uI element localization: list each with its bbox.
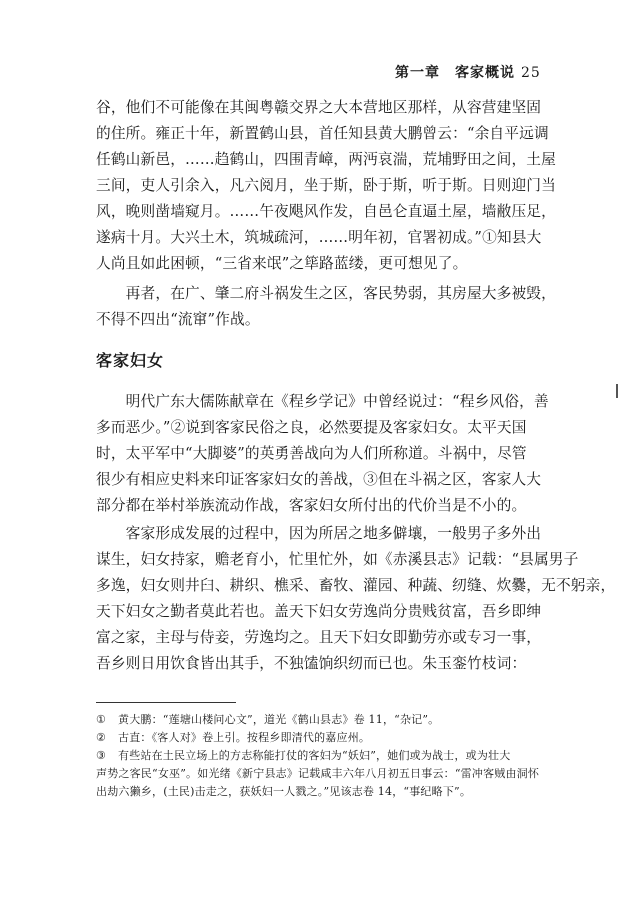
body-line: 谷，他们不可能像在其闽粤赣交界之大本营地区那样，从容营建坚固	[96, 99, 542, 116]
body-line: 富之家，主母与侍妾，劳逸均之。且天下妇女即勤劳亦或专习一事，	[96, 629, 542, 646]
footnote	[96, 748, 546, 763]
chapter-title: 第一章 客家概说	[395, 65, 515, 81]
body-line: 客家形成发展的过程中，因为所居之地多僻壤，一般男子多外出	[96, 525, 542, 542]
footnote-marker: ②	[96, 731, 107, 744]
body-line: 部分都在举村举族流动作战，客家妇女所付出的代价当是不小的。	[96, 497, 527, 514]
body-line: 明代广东大儒陈献章在《程乡学记》中曾经说过：“程乡风俗，善	[96, 393, 549, 410]
margin-mark	[616, 384, 618, 398]
body-line: 的住所。雍正十年，新置鹤山县，首任知县黄大鹏曾云：“余自平远调	[96, 125, 549, 142]
footnote-rule	[96, 702, 236, 703]
body-line: 三间，吏人引余入，凡六阅月，坐于斯，卧于斯，听于斯。日则迎门当	[96, 177, 556, 194]
body-line: 多而恶少。”②说到客家民俗之良，必然要提及客家妇女。太平天国	[96, 419, 527, 436]
running-header	[395, 62, 545, 82]
footnote-text: 黄大鹏：“莲塘山楼问心文”，道光《鹤山县志》卷 11，“杂记”。	[118, 713, 440, 726]
footnote-text: 古直：《客人对》卷上引。按程乡即清代的嘉应州。	[118, 731, 371, 744]
body-line: 人尚且如此困顿，“三省来氓”之筚路蓝缕，更可想见了。	[96, 255, 468, 272]
section-heading: 客家妇女	[96, 351, 165, 370]
body-line: 天下妇女之勤者莫此若也。盖天下妇女劳逸尚分贵贱贫富，吾乡即绅	[96, 603, 542, 620]
footnote-continuation	[96, 784, 546, 799]
body-line: 不得不四出“流窜”作战。	[96, 311, 260, 328]
body-line: 时，太平军中“大脚婆”的英勇善战向为人们所称道。斗祸中，尽管	[96, 445, 527, 462]
body-line: 再者，在广、肇二府斗祸发生之区，客民势弱，其房屋大多被毁，	[96, 285, 556, 302]
body-line: 多逸，妇女则井臼、耕织、樵采、畜牧、灌园、种蔬、纫缝、炊爨，无不躬亲，	[96, 577, 616, 594]
footnote-text: 声势之客民“女巫”。如光绪《新宁县志》记载咸丰六年八月初五日事云：“雷冲客贼由洞怀	[96, 767, 540, 780]
body-line: 遂病十月。大兴土木，筑城疏河，……明年初，官署初成。”①知县大	[96, 229, 542, 246]
body-line: 风，晚则凿墙窥月。……午夜飓风作发，自邑仑直逼土屋，墙敝压足，	[96, 203, 556, 220]
body-line: 谋生，妇女持家，赡老育小，忙里忙外，如《赤溪县志》记载：“县属男子	[96, 551, 579, 568]
body-line: 吾乡则日用饮食皆出其手，不独馌饷织纫而已也。朱玉銮竹枝词：	[96, 655, 527, 672]
body-line: 任鹤山新邑，……趋鹤山，四围青嶂，两沔哀湍，荒埔野田之间，土屋	[96, 151, 556, 168]
footnote	[96, 730, 546, 745]
footnote-continuation	[96, 766, 546, 781]
footnote	[96, 712, 546, 727]
footnote-text: 有些站在土民立场上的方志称能打仗的客妇为“妖妇”，她们或为战士，或为壮大	[118, 749, 511, 762]
page-number: 25	[521, 65, 541, 81]
footnote-marker: ①	[96, 713, 107, 726]
footnote-marker: ③	[96, 749, 107, 762]
footnote-text: 出劫六獭乡，(土民)击走之，获妖妇一人戮之。”见该志卷 14，“事纪略下”。	[96, 785, 472, 798]
body-line: 很少有相应史料来印证客家妇女的善战，③但在斗祸之区，客家人大	[96, 471, 542, 488]
